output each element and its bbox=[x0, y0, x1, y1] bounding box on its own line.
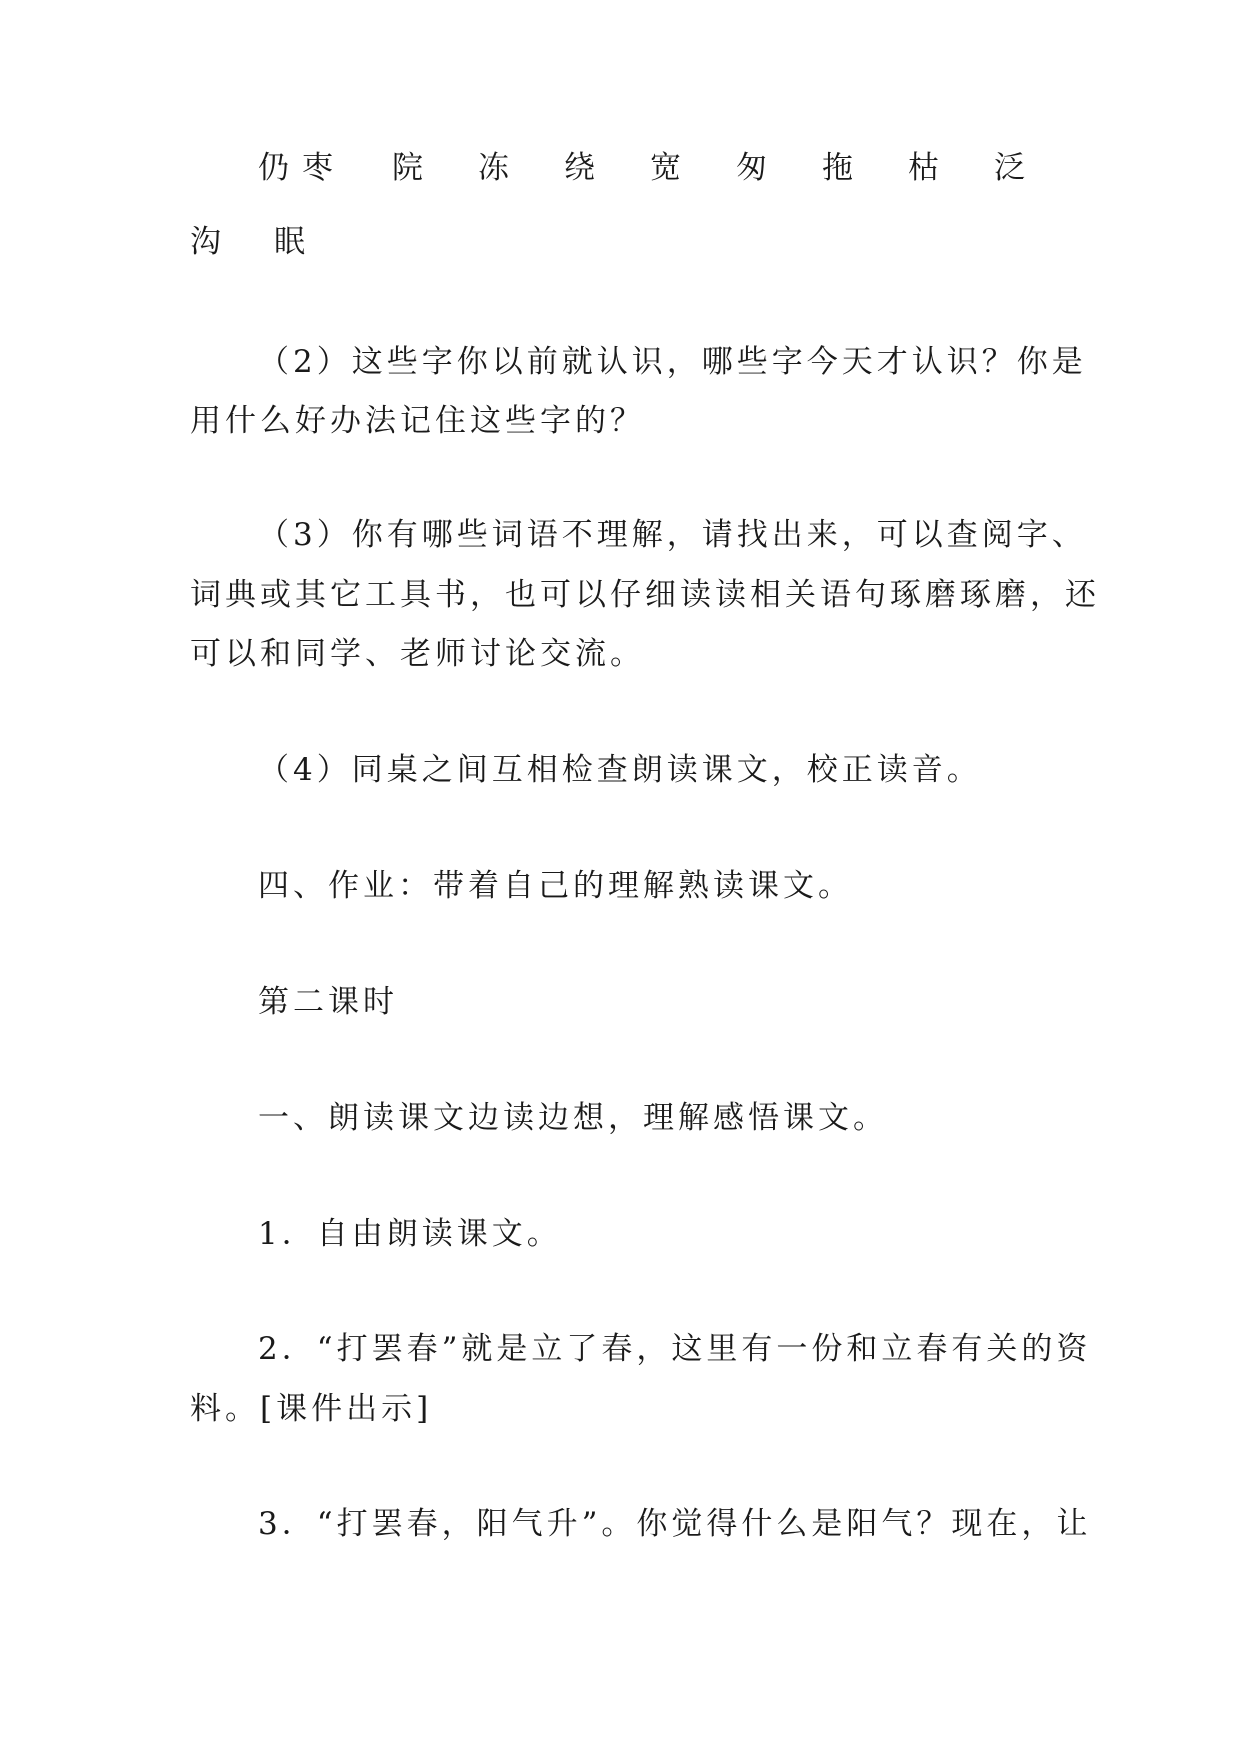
character: 匆 bbox=[736, 150, 767, 186]
character: 绕 bbox=[564, 150, 595, 186]
character: 院 bbox=[392, 150, 423, 186]
homework-heading: 四、作业：带着自己的理解熟读课文。 bbox=[258, 868, 853, 904]
character-list-row-1 bbox=[0, 148, 1241, 208]
paragraph-3-line-1: （3）你有哪些词语不理解，请找出来，可以查阅字、 bbox=[258, 517, 1087, 553]
character: 冻 bbox=[478, 150, 509, 186]
character: 枣 bbox=[302, 150, 333, 186]
paragraph-3-line-2: 词典或其它工具书，也可以仔细读读相关语句琢磨琢磨，还 bbox=[190, 577, 1100, 613]
paragraph-2-line-2: 用什么好办法记住这些字的？ bbox=[190, 403, 645, 439]
character: 仍 bbox=[258, 150, 289, 186]
list-item-1: 1．自由朗读课文。 bbox=[258, 1216, 562, 1252]
character: 拖 bbox=[822, 150, 853, 186]
character-list-row-2 bbox=[0, 222, 1241, 282]
list-item-2-line-2: 料。[课件出示] bbox=[190, 1391, 433, 1427]
section-heading: 一、朗读课文边读边想，理解感悟课文。 bbox=[258, 1100, 888, 1136]
character: 眠 bbox=[274, 224, 305, 260]
paragraph-4: （4）同桌之间互相检查朗读课文，校正读音。 bbox=[258, 752, 982, 788]
character: 枯 bbox=[908, 150, 939, 186]
list-item-2-line-1: 2．“打罢春”就是立了春，这里有一份和立春有关的资 bbox=[258, 1331, 1092, 1367]
character: 沟 bbox=[190, 224, 221, 260]
list-item-3: 3．“打罢春，阳气升”。你觉得什么是阳气？现在，让 bbox=[258, 1506, 1092, 1542]
character: 宽 bbox=[650, 150, 681, 186]
lesson-heading: 第二课时 bbox=[258, 984, 398, 1020]
character: 泛 bbox=[994, 150, 1025, 186]
paragraph-2-line-1: （2）这些字你以前就认识，哪些字今天才认识？你是 bbox=[258, 344, 1087, 380]
paragraph-3-line-3: 可以和同学、老师讨论交流。 bbox=[190, 636, 645, 672]
